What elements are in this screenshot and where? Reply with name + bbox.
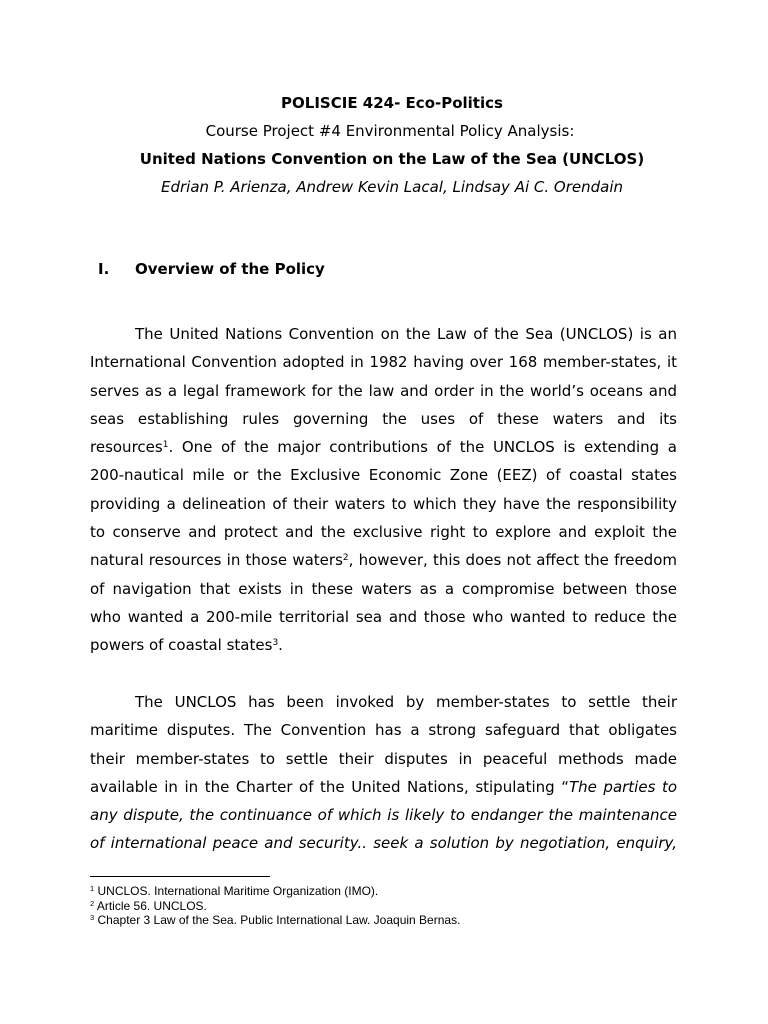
text-fragment: . One of the major contributions of the UNCLOS is extending a (168, 438, 677, 457)
text-line (90, 773, 677, 801)
text-fragment: , however, this does not affect the freedom (348, 551, 677, 570)
text-line (90, 433, 677, 461)
footnote-separator (90, 876, 270, 877)
text-fragment: . (278, 636, 283, 655)
text-line (90, 631, 677, 659)
text-line: their member-states to settle their disputes in peaceful methods made (90, 749, 677, 768)
text-line: The UNCLOS has been invoked by member-states to settle their (135, 693, 677, 711)
text-line (90, 546, 677, 574)
text-line: International Convention adopted in 1982 having over 168 member-states, it (90, 353, 677, 372)
text-line: to conserve and protect and the exclusive right to explore and exploit the (90, 523, 677, 542)
text-line: providing a delineation of their waters to which they have the responsibility (90, 494, 677, 513)
text-line: The United Nations Convention on the Law of the Sea (UNCLOS) is an (135, 325, 677, 343)
text-line: serves as a legal framework for the law and order in the world’s oceans and (90, 381, 677, 400)
text-line: who wanted a 200-mile territorial sea and those who wanted to reduce the (90, 607, 677, 626)
text-fragment: resources (90, 438, 163, 457)
authors-line: Edrian P. Arienza, Andrew Kevin Lacal, Lindsay Ai C. Orendain (160, 178, 624, 196)
policy-name-title: United Nations Convention on the Law of the Sea (UNCLOS) (139, 150, 645, 168)
footnote-text: UNCLOS. International Maritime Organization (IMO). (94, 884, 379, 898)
overview-paragraph-2 (90, 688, 677, 858)
text-fragment: powers of coastal states (90, 636, 273, 655)
text-line: 200-nautical mile or the Exclusive Economic Zone (EEZ) of coastal states (90, 466, 677, 485)
footnote-number: 1 (90, 884, 95, 893)
footnote-text: Chapter 3 Law of the Sea. Public International Law. Joaquin Bernas. (94, 913, 461, 927)
footnote-ref: 2 (342, 553, 349, 564)
footnote (90, 913, 460, 928)
text-line: of navigation that exists in these waters as a compromise between those (90, 579, 677, 598)
footnote (90, 899, 460, 914)
footnote-text: Article 56. UNCLOS. (94, 898, 207, 913)
section-number: I. (98, 260, 110, 278)
course-code-heading: POLISCIE 424- Eco-Politics (281, 94, 503, 112)
footnote-ref: 3 (272, 638, 279, 649)
overview-paragraph-1 (90, 320, 677, 660)
text-line: seas establishing rules governing the uses of these waters and its (90, 409, 677, 428)
text-fragment: natural resources in those waters (90, 551, 343, 570)
footnote (90, 884, 460, 899)
quote-line: any dispute, the continuance of which is likely to endanger the maintenance (90, 806, 677, 825)
quote-line: of international peace and security.. seek a solution by negotiation, enquiry, (90, 834, 677, 853)
text-line: maritime disputes. The Convention has a strong safeguard that obligates (90, 721, 677, 740)
section-title: Overview of the Policy (135, 260, 325, 278)
footnote-number: 3 (90, 913, 95, 922)
footnotes (90, 884, 460, 928)
footnote-ref: 1 (162, 440, 169, 451)
text-fragment: available in in the Charter of the United Nations, stipulating “ (90, 777, 569, 796)
project-title: Course Project #4 Environmental Policy Analysis: (205, 122, 575, 140)
quote-fragment: The parties to (568, 777, 677, 796)
footnote-number: 2 (90, 898, 95, 908)
